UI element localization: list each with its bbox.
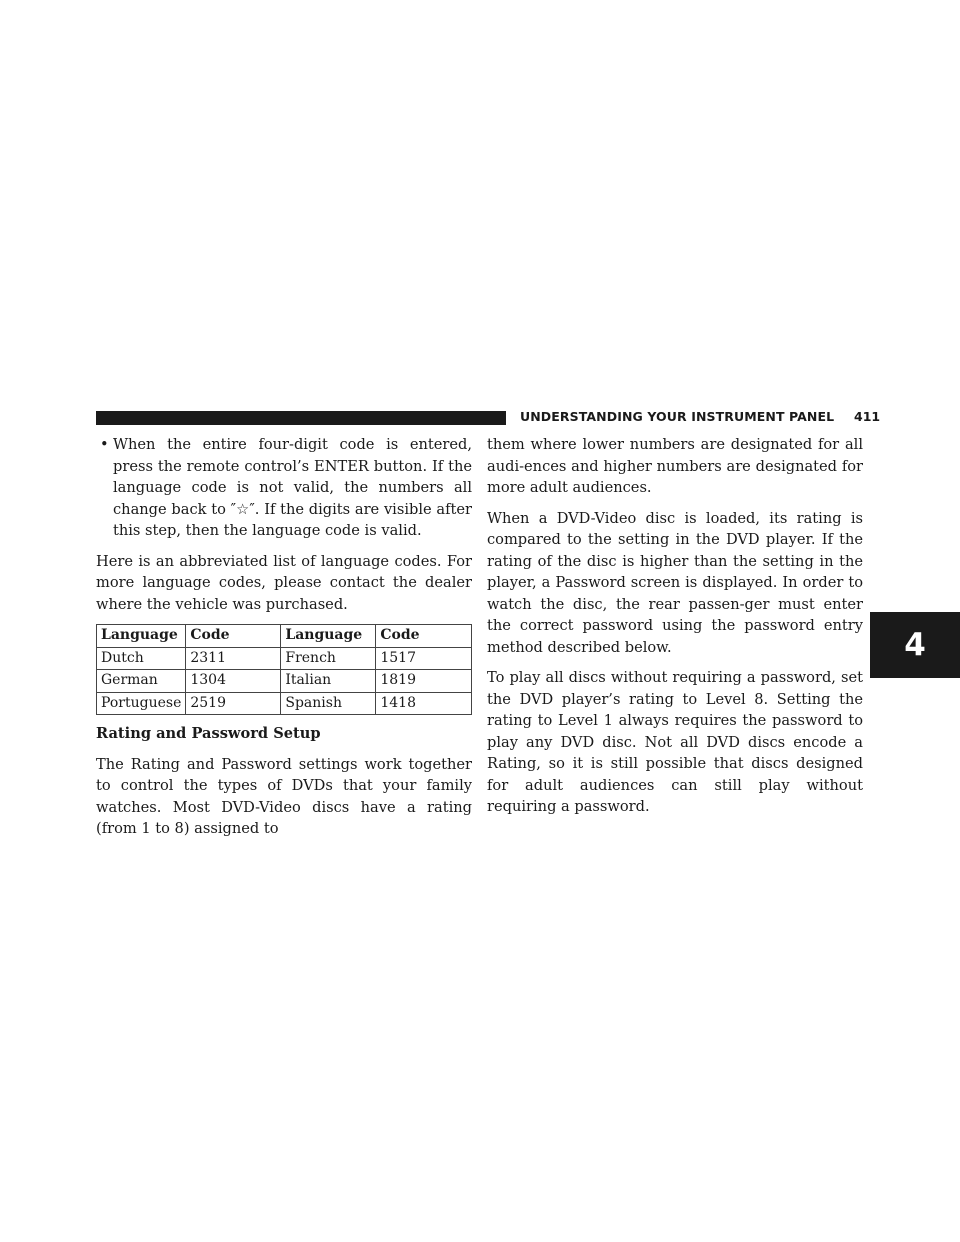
table-row [97, 692, 472, 715]
bullet-text: When the entire four-digit code is entered, press the remote control’s ENTER button. If the language code is not valid, the numbers all change back to ″☆″. If the digits are visible after this step, then the language code is valid. [113, 436, 472, 539]
table-cell: Italian [281, 670, 376, 693]
header-rule [96, 411, 506, 425]
section-title: UNDERSTANDING YOUR INSTRUMENT PANEL [520, 409, 835, 424]
table-cell: 2519 [186, 692, 281, 715]
table-cell: 1304 [186, 670, 281, 693]
continuation-paragraph: them where lower numbers are designated for all audi-ences and higher numbers are designated for more adult audiences. [487, 436, 863, 496]
left-column [96, 434, 472, 849]
rating-paragraph: The Rating and Password settings work together to control the types of DVDs that your family watches. Most DVD-Video discs have a rating (from 1 to 8) assigned to [96, 755, 472, 837]
table-cell: 1418 [376, 692, 472, 715]
table-row [97, 647, 472, 670]
table-cell: French [281, 647, 376, 670]
table-header-cell: Code [186, 625, 281, 648]
right-column [487, 434, 863, 827]
table-cell: 1517 [376, 647, 472, 670]
table-cell: 1819 [376, 670, 472, 693]
table-cell: Portuguese [97, 692, 186, 715]
table-cell: Dutch [97, 647, 186, 670]
disc-loaded-paragraph: When a DVD-Video disc is loaded, its rating is compared to the setting in the DVD player. If the rating of the disc is higher than the setting in the player, a Password screen is displayed. In order to watch the disc, the rear passen-ger must enter the correct password using the password entry method described below. [487, 509, 863, 656]
table-cell: 2311 [186, 647, 281, 670]
chapter-tab: 4 [870, 612, 960, 678]
language-code-table [96, 624, 472, 715]
table-row [97, 670, 472, 693]
bullet-item [96, 434, 472, 542]
intro-paragraph: Here is an abbreviated list of language codes. For more language codes, please contact the dealer where the vehicle was purchased. [96, 552, 472, 613]
table-header-row [97, 625, 472, 648]
table-cell: Spanish [281, 692, 376, 715]
table-header-cell: Code [376, 625, 472, 648]
table-header-cell: Language [97, 625, 186, 648]
play-all-paragraph: To play all discs without requiring a password, set the DVD player’s rating to Level 8. Setting the rating to Level 1 always requires the password to play any DVD disc. Not all DVD discs encode a Rating, so it is still possible that discs designed for adult audiences can still play without requiring a password. [487, 669, 863, 815]
bullet-icon: • [100, 436, 109, 453]
page-number: 411 [854, 409, 881, 424]
table-cell: German [97, 670, 186, 693]
section-heading: Rating and Password Setup [96, 725, 321, 742]
table-header-cell: Language [281, 625, 376, 648]
